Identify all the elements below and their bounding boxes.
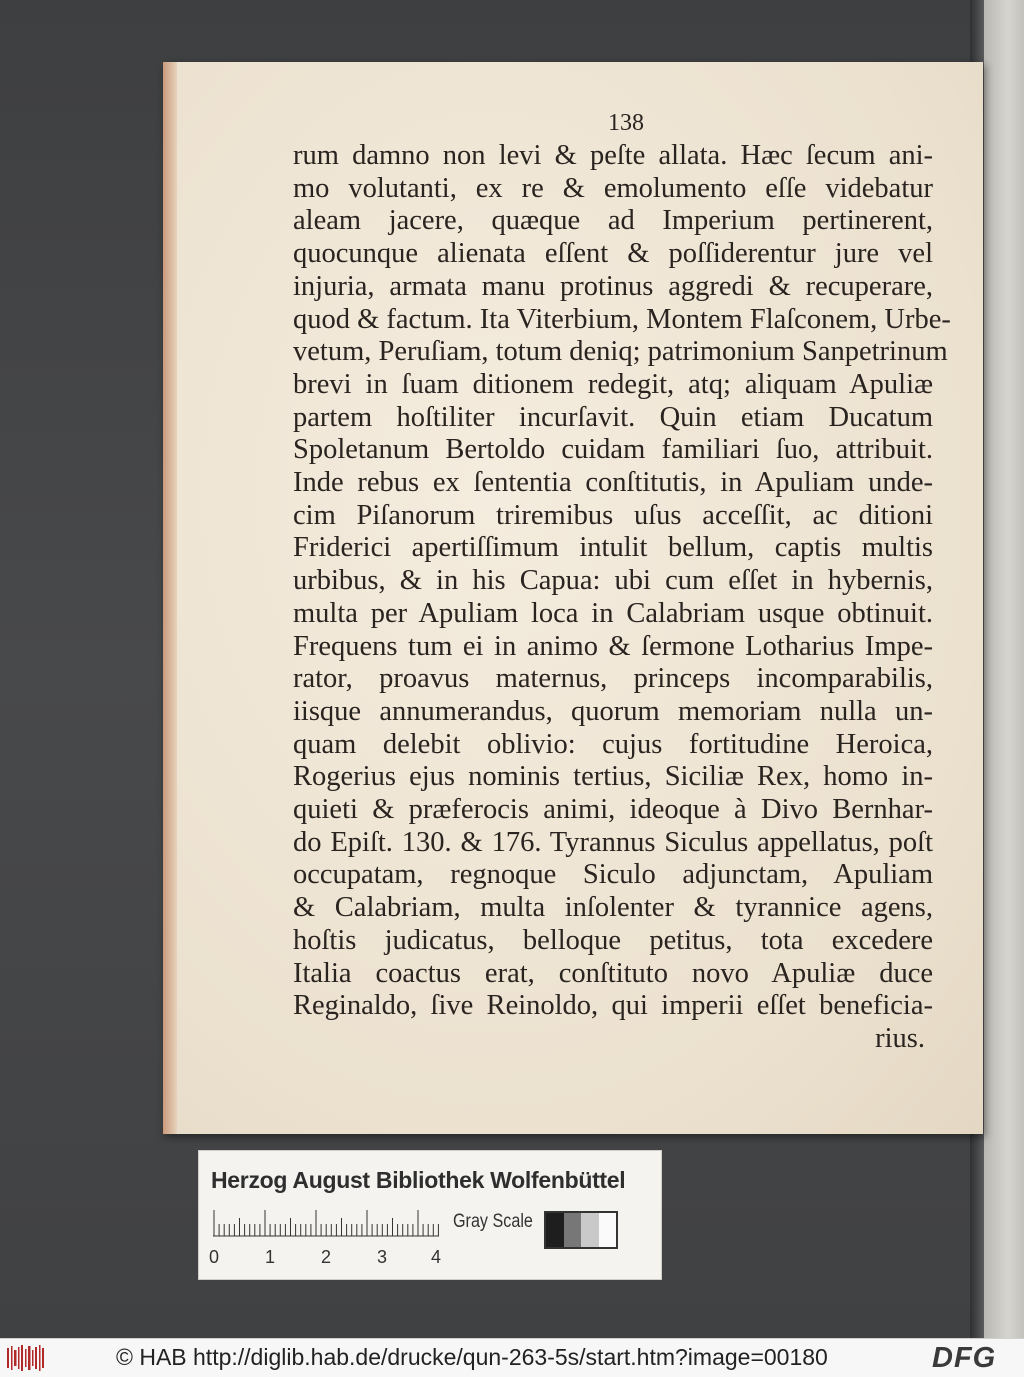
text-line: brevi in ſuam ditionem redegit, atq; aliquam Apuliæ [293,368,933,400]
page-number: 138 [608,110,644,136]
hab-barcode-logo-icon[interactable] [6,1344,46,1372]
swatch-light-gray [581,1213,599,1247]
page-edge [163,62,177,1134]
text-line: multa per Apuliam loca in Calabriam usque obtinuit. [293,597,933,629]
gray-scale-label: Gray Scale [453,1211,533,1232]
copyright-url[interactable]: © HAB http://diglib.hab.de/drucke/qun-263-5s/start.htm?image=00180 [116,1344,828,1370]
text-line: mo volutanti, ex re & emolumento eſſe videbatur [293,172,933,204]
viewer-footer [0,1338,1024,1377]
swatch-dark-gray [564,1213,582,1247]
book-edge [984,0,1024,1338]
text-line: Reginaldo, ſive Reinoldo, qui imperii eſſet beneficia- [293,990,933,1022]
text-line: partem hoſtiliter incurſavit. Quin etiam Ducatum [293,401,933,433]
page-text [293,140,951,1056]
swatch-black [546,1213,564,1247]
text-line: urbibus, & in his Capua: ubi cum eſſet in hybernis, [293,565,933,597]
text-line: Spoletanum Bertoldo cuidam familiari ſuo, attribuit. [293,434,933,466]
dfg-logo[interactable]: DFG [932,1342,997,1374]
text-line: do Epiſt. 130. & 176. Tyrannus Siculus appellatus, poſt [293,826,933,858]
text-line: rius. [875,1022,925,1054]
text-line: occupatam, regnoque Siculo adjunctam, Apuliam [293,859,933,891]
text-line: Friderici apertiſſimum intulit bellum, captis multis [293,532,933,564]
text-line: vetum, Peruſiam, totum deniq; patrimonium Sanpetrinum [293,336,948,368]
swatch-white [599,1213,617,1247]
text-line: cim Piſanorum triremibus uſus acceſſit, ac ditioni [293,499,933,531]
text-line: Italia coactus erat, conſtituto novo Apuliæ duce [293,957,933,989]
text-line: rum damno non levi & peſte allata. Hæc ſecum ani- [293,140,933,171]
ruler-number: 2 [321,1247,332,1267]
text-line: quocunque alienata eſſent & poſſiderentur jure vel [293,238,933,270]
text-line: quam delebit oblivio: cujus fortitudine Heroica, [293,728,933,760]
text-line: aleam jacere, quæque ad Imperium pertinerent, [293,205,933,237]
book-page [163,62,983,1134]
text-line: rator, proavus maternus, princeps incomparabilis, [293,663,933,695]
text-line: iisque annumerandus, quorum memoriam nulla un- [293,695,933,727]
ruler-number: 1 [265,1247,276,1267]
ruler-number: 3 [377,1247,388,1267]
text-line: injuria, armata manu protinus aggredi & recuperare, [293,270,933,302]
library-name: Herzog August Bibliothek Wolfenbüttel [211,1167,626,1193]
ruler-number: 0 [209,1247,220,1267]
gray-scale-swatches [544,1211,618,1249]
text-line: hoſtis judicatus, belloque petitus, tota excedere [293,924,933,956]
text-line: quieti & præferocis animi, ideoque à Divo Bernhar- [293,794,933,826]
text-line: Inde rebus ex ſententia conſtitutis, in Apuliam unde- [293,467,933,499]
ruler-scale [213,1209,439,1237]
text-line: quod & factum. Ita Viterbium, Montem Flaſconem, Urbe- [293,303,951,335]
library-label-card [198,1150,662,1280]
text-line: & Calabriam, multa inſolenter & tyrannice agens, [293,892,933,924]
text-line: Frequens tum ei in animo & ſermone Lotharius Impe- [293,630,933,662]
text-line: Rogerius ejus nominis tertius, Siciliæ Rex, homo in- [293,761,933,793]
ruler-number: 4 [431,1247,442,1267]
